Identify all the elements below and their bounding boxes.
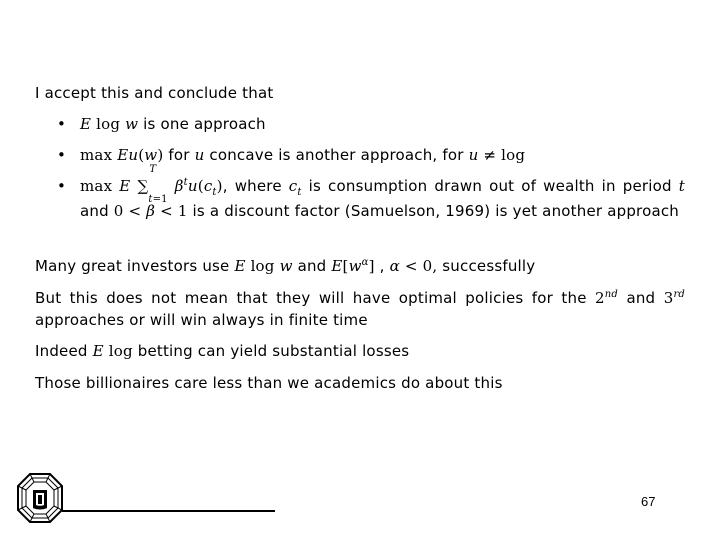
bullet-text: and [80,202,114,220]
but-paragraph: But this does not mean that they will have optimal policies for the 2nd and 3rd approaches or will win always in finite time [35,289,686,329]
bullet-text: , where [222,177,289,195]
bullet-dot-icon: • [57,146,67,164]
bullet-text: is a discount factor (Samuelson, 1969) is yet another approach [187,202,679,220]
footer-rule [62,510,275,512]
investors-paragraph: Many great investors use E log w and $E[w^\alpha]$ , α < 0, successfully [35,257,536,275]
bullet-item: • max Eu(w) for u concave is another approach, for u ≠ log [57,146,526,164]
math-u: u [194,146,205,164]
investors-end: successfully [442,257,536,275]
investors-and: and [297,257,327,275]
bullet-text: is one approach [138,115,266,133]
indeed-paragraph: Indeed E log betting can yield substantial losses [35,342,410,360]
bullet-text: concave is another approach, for [204,146,469,164]
indeed-post: betting can yield substantial losses [137,342,410,360]
intro-text: I accept this and conclude that [35,84,274,102]
bullet-item: • E log w is one approach [57,115,266,133]
page-number: 67 [641,494,656,509]
bullet-text: is consumption drawn out of wealth in period [301,177,679,195]
bullet-dot-icon: • [57,115,67,133]
bullet-text: for [163,146,195,164]
bullet-item: • max E ∑ T $_{t=1}$ $\beta^tu(c_t)$, where $c_t$ is consumption drawn out of wealth in period t and 0 < β < 1 is a discount factor (Samuelson, 1969) is yet another approach [57,164,685,220]
math-e-log-w: E [80,115,92,133]
bullet-dot-icon: • [57,177,67,195]
university-logo-icon [16,472,64,524]
approach-list [55,113,685,222]
but-text: But this does not mean that they will have optimal policies for the [35,289,587,307]
but-and: and [626,289,656,307]
indeed-pre: Indeed [35,342,88,360]
billionaires-paragraph: Those billionaires care less than we academics do about this [35,374,503,392]
investors-text: Many great investors use [35,257,230,275]
but-end: approaches or will win always in finite time [35,311,368,329]
